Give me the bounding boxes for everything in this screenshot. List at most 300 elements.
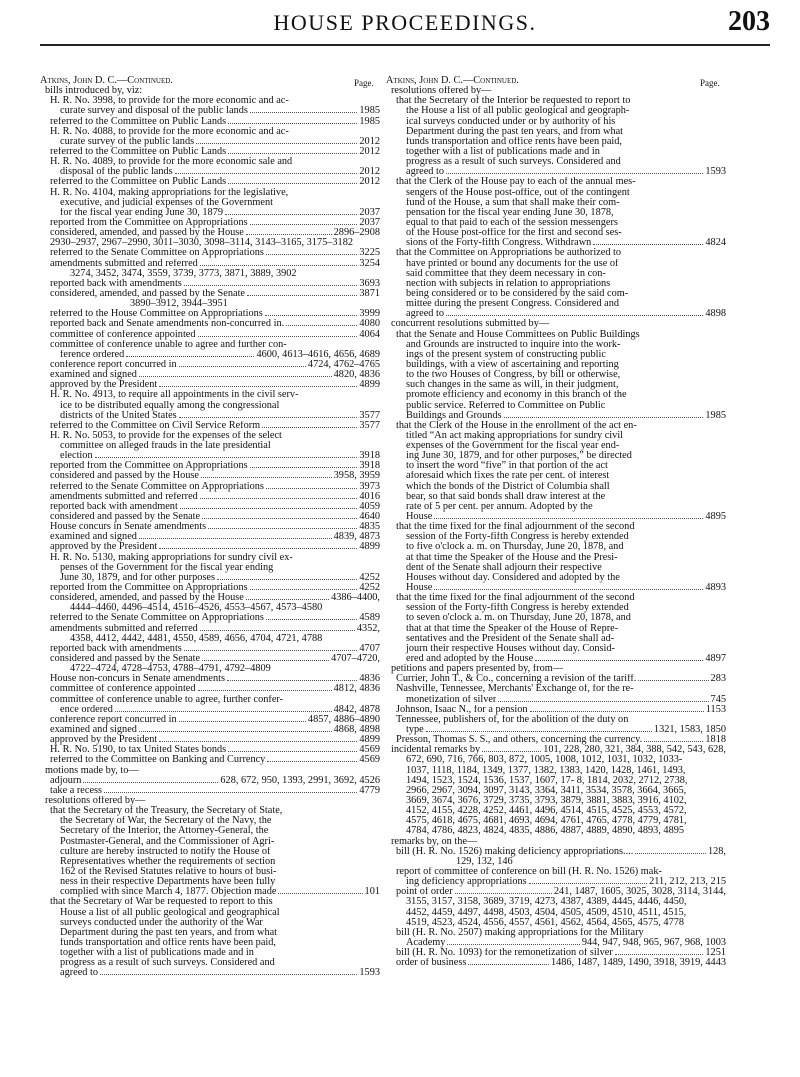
index-line: [386, 634, 726, 644]
entry-text: referred to the Committee on Banking and Currency: [50, 755, 266, 766]
page-reference: 1818: [705, 735, 726, 746]
entry-text: 3890–3912, 3944–3951: [130, 299, 228, 310]
index-line: [40, 259, 380, 269]
page-reference: 4898: [705, 309, 726, 320]
page-reference: 4252: [359, 572, 380, 583]
index-line: [386, 299, 726, 309]
dot-leader: [247, 295, 357, 296]
entry-text: Representatives whether the requirements of section: [60, 856, 276, 867]
index-line: [40, 613, 380, 623]
dot-leader: [265, 315, 358, 316]
index-line: [386, 705, 726, 715]
index-line: [40, 603, 380, 613]
entry-text: Postmaster-General, and the Commissioner of Agri-: [60, 836, 275, 847]
index-line: [386, 725, 726, 735]
index-line: [40, 451, 380, 461]
index-line: [40, 837, 380, 847]
dot-leader: [246, 599, 329, 600]
index-line: [386, 401, 726, 411]
entry-text: aforesaid which fixes the rate per cent. of interest: [406, 471, 610, 482]
entry-text: reported from the Committee on Appropriations: [50, 461, 248, 472]
entry-text: H. R. No. 5053, to provide for the expenses of the select: [50, 430, 282, 441]
index-line: [40, 573, 380, 583]
page-reference: 4059: [359, 501, 380, 512]
index-line: [386, 948, 726, 958]
entry-text: Department during the past ten years, and from what: [60, 927, 278, 938]
entry-text: referred to the House Committee on Appropriations: [50, 309, 263, 320]
page-reference: 1251: [705, 948, 726, 959]
index-line: [40, 958, 380, 968]
page-reference: 4820, 4836: [333, 370, 380, 381]
entry-text: said committee that they deem necessary in con-: [406, 268, 606, 279]
dot-leader: [179, 366, 306, 367]
page-reference: 4812, 4836: [333, 684, 380, 695]
entry-text: referred to the Committee on Public Lands: [50, 146, 227, 157]
index-line: [386, 766, 726, 776]
entry-text: committee of conference unable to agree, further confer-: [50, 694, 284, 705]
dot-leader: [227, 680, 357, 681]
page-reference: 4352,: [356, 623, 380, 634]
entry-text: approved by the President: [50, 380, 158, 391]
page-reference: 3958, 3959: [333, 471, 380, 482]
entry-text: considered and passed by the Senate: [50, 512, 201, 523]
dot-leader: [426, 731, 652, 732]
entry-text: 4358, 4412, 4442, 4481, 4550, 4589, 4656, 4704, 4721, 4788: [70, 633, 323, 644]
page-reference: 4895: [705, 512, 726, 523]
page-reference: 4707–4720,: [331, 654, 380, 665]
entry-text: Secretary of the Interior, the Attorney-General, the: [60, 826, 269, 837]
index-line: [40, 238, 380, 248]
index-line: [40, 177, 380, 187]
entry-text: conference report concurred in: [50, 714, 177, 725]
entry-text: examined and signed: [50, 532, 137, 543]
entry-text: fund of the House, a sum that shall make their com-: [406, 197, 620, 208]
entry-text: H. R. No. 3998, to provide for the more economic and ac-: [50, 96, 289, 107]
dot-leader: [468, 964, 549, 965]
entry-text: point of order: [396, 887, 453, 898]
dot-leader: [201, 477, 332, 478]
entry-text: 672, 690, 716, 766, 803, 872, 1005, 1008, 1012, 1031, 1032, 1033-: [406, 755, 683, 766]
entry-text: pensation for the fiscal year ending June 30, 1878,: [406, 207, 614, 218]
index-line: [40, 512, 380, 522]
entry-text: ice to be distributed equally among the congressional: [60, 400, 280, 411]
entry-text: ings of the present system of constructing public: [406, 349, 606, 360]
entry-text: ness in their respective Departments have been fully: [60, 877, 276, 888]
index-line: [386, 330, 726, 340]
entry-text: approved by the President: [50, 542, 158, 553]
index-line: [386, 350, 726, 360]
index-line: [40, 796, 380, 806]
entry-text: reported from the Committee on Appropriations: [50, 217, 248, 228]
index-line: [40, 735, 380, 745]
dot-leader: [266, 254, 358, 255]
index-line: [386, 167, 726, 177]
index-line: [386, 826, 726, 836]
dot-leader: [250, 589, 358, 590]
index-line: [40, 248, 380, 258]
index-line: [386, 106, 726, 116]
dot-leader: [455, 893, 552, 894]
page-reference: 1985: [705, 410, 726, 421]
index-line: [40, 542, 380, 552]
page-reference: 2037: [359, 207, 380, 218]
entry-text: motions made by, to—: [45, 765, 139, 776]
entry-text: session of the Forty-fifth Congress is hereby extended: [406, 532, 629, 543]
entry-text: that the Secretary of War be requested to report to this: [50, 897, 273, 908]
index-line: [386, 411, 726, 421]
entry-text: 4152, 4155, 4228, 4252, 4461, 4496, 4514, 4515, 4525, 4553, 4572,: [406, 806, 687, 817]
index-line: [386, 157, 726, 167]
index-line: [386, 370, 726, 380]
index-line: [386, 218, 726, 228]
entry-text: 3155, 3157, 3158, 3689, 3719, 4273, 4387, 4389, 4445, 4446, 4450,: [406, 897, 687, 908]
index-line: [386, 117, 726, 127]
index-line: [40, 299, 380, 309]
index-line: [40, 766, 380, 776]
index-line: [386, 806, 726, 816]
index-line: [40, 188, 380, 198]
entry-text: reported back and Senate amendments non-concurred in.: [50, 319, 285, 330]
entry-text: dent of the Senate shall adjourn their respective: [406, 562, 602, 573]
entry-text: committee of conference unable to agree and further con-: [50, 339, 287, 350]
entry-text: together with a list of publications made and in: [60, 948, 254, 959]
page-reference: 2012: [359, 146, 380, 157]
index-line: [40, 421, 380, 431]
entry-text: Buildings and Grounds: [406, 410, 502, 421]
index-line: [40, 350, 380, 360]
page-reference: 1321, 1583, 1850: [653, 725, 726, 735]
entry-text: to insert the word “five” in that portion of the act: [406, 461, 608, 472]
index-line: [386, 593, 726, 603]
entry-text: Johnson, Isaac N., for a pension: [396, 704, 528, 715]
entry-text: 2930–2937, 2967–2990, 3011–3030, 3098–3114, 3143–3165, 3175–3182: [50, 238, 353, 249]
entry-text: H. R. No. 5190, to tax United States bonds: [50, 745, 227, 756]
dot-leader: [228, 153, 357, 154]
dot-leader: [179, 721, 306, 722]
entry-text: buildings, with a view of ascertaining and reporting: [406, 359, 619, 370]
index-line: [40, 167, 380, 177]
index-line: [40, 674, 380, 684]
page-reference: 101, 228, 280, 321, 384, 388, 542, 543, 628,: [543, 745, 726, 756]
entry-text: sentatives and the President of the Senate shall ad-: [406, 633, 615, 644]
index-line: [386, 522, 726, 532]
left-page-label: Page.: [354, 78, 374, 88]
entry-text: considered, amended, and passed by the Senate: [50, 288, 246, 299]
index-line: [386, 735, 726, 745]
entry-text: H. R. No. 4913, to require all appointments in the civil serv-: [50, 390, 299, 401]
index-line: [40, 76, 380, 86]
index-line: [40, 786, 380, 796]
index-line: [386, 431, 726, 441]
page-reference: 4080: [359, 319, 380, 330]
page-reference: 1153: [705, 704, 726, 715]
index-line: [386, 553, 726, 563]
index-line: [40, 289, 380, 299]
page-reference: 4707: [359, 643, 380, 654]
page-reference: 4899: [359, 735, 380, 746]
dot-leader: [644, 741, 703, 742]
entry-text: penses of the Government for the fiscal year ending: [60, 562, 274, 573]
index-line: [386, 289, 726, 299]
entry-text: rate of 5 per cent. per annum. Adopted by the: [406, 501, 593, 512]
index-line: [386, 938, 726, 948]
entry-text: referred to the Committee on Civil Service Reform: [50, 420, 261, 431]
page-reference: 3999: [359, 309, 380, 320]
entry-text: incidental remarks by: [391, 745, 481, 756]
index-line: [40, 340, 380, 350]
dot-leader: [200, 498, 358, 499]
entry-text: referred to the Senate Committee on Appropriations: [50, 613, 264, 624]
page-reference: 2012: [359, 167, 380, 178]
page-reference: 4252: [359, 583, 380, 594]
entry-text: 1494, 1523, 1524, 1536, 1537, 1607, 17- 8, 1814, 2032, 2712, 2738,: [406, 775, 688, 786]
entry-text: resolutions offered by—: [45, 795, 146, 806]
index-line: [40, 908, 380, 918]
index-line: [40, 157, 380, 167]
entry-text: committee on alleged frauds in the late presidential: [60, 441, 271, 452]
entry-text: that the time fixed for the final adjournment of the second: [396, 522, 635, 533]
entry-text: election: [60, 451, 93, 462]
entry-text: at that time the Speaker of the House and the Presi-: [406, 552, 618, 563]
entry-text: concurrent resolutions submitted by—: [391, 319, 550, 330]
entry-text: for the fiscal year ending June 30, 1879: [60, 207, 223, 218]
index-line: [40, 644, 380, 654]
entry-text: June 30, 1879, and for other purposes: [60, 572, 215, 583]
entry-text: that the Clerk of the House pay to each of the annual mes-: [396, 177, 636, 188]
entry-text: that the Senate and House Committees on Public Buildings: [396, 329, 640, 340]
entry-text: to seven o'clock a. m. on Thursday, June 20, 1878, and: [406, 613, 631, 624]
entry-text: 4444–4460, 4496–4514, 4516–4526, 4553–4567, 4573–4580: [70, 603, 323, 614]
entry-text: reported back with amendment: [50, 501, 178, 512]
entry-text: referred to the Committee on Public Lands: [50, 116, 227, 127]
entry-text: considered and passed by the Senate: [50, 654, 201, 665]
index-line: [40, 492, 380, 502]
dot-leader: [228, 123, 357, 124]
entry-text: that the Clerk of the House in the enrollment of the act en-: [396, 420, 637, 431]
entry-text: examined and signed: [50, 370, 137, 381]
entry-text: Houses without day. Considered and adopted by the: [406, 572, 620, 583]
page-reference: 4569: [359, 745, 380, 756]
entry-text: examined and signed: [50, 725, 137, 735]
entry-text: remarks by, on the—: [391, 836, 478, 847]
index-line: [386, 482, 726, 492]
entry-text: culture are hereby instructed to notify the House of: [60, 846, 271, 857]
index-line: [40, 502, 380, 512]
index-line: [386, 928, 726, 938]
index-line: [386, 238, 726, 248]
page-reference: 3693: [359, 278, 380, 289]
index-line: [386, 441, 726, 451]
page-reference: 4569: [359, 755, 380, 766]
index-line: [386, 613, 726, 623]
index-line: [40, 471, 380, 481]
index-line: [386, 603, 726, 613]
entry-text: H. R. No. 4104, making appropriations for the legislative,: [50, 187, 289, 198]
index-line: [386, 248, 726, 258]
dot-leader: [278, 893, 362, 894]
page-reference: 101: [364, 887, 380, 898]
entry-text: funds transportation and office rents have been paid,: [406, 136, 622, 147]
page-reference: 4839, 4873: [333, 532, 380, 543]
entry-text: mittee during the present Congress. Considered and: [406, 299, 620, 310]
index-line: [40, 309, 380, 319]
page-reference: 4386–4400,: [331, 593, 380, 604]
entry-text: the House a list of all public geological and geograph-: [406, 106, 630, 117]
index-line: [386, 380, 726, 390]
index-line: [386, 147, 726, 157]
index-line: [386, 492, 726, 502]
entry-text: 162 of the Revised Statutes relative to hours of busi-: [60, 866, 277, 877]
index-line: [40, 553, 380, 563]
page-reference: 128,: [707, 846, 726, 857]
index-line: [386, 958, 726, 968]
index-line: [40, 360, 380, 370]
index-line: [386, 390, 726, 400]
entry-text: 129, 132, 146: [456, 856, 513, 867]
dot-leader: [104, 792, 357, 793]
page-reference: 4897: [705, 654, 726, 665]
page-reference: 4893: [705, 583, 726, 594]
dot-leader: [200, 265, 358, 266]
dot-leader: [535, 660, 703, 661]
entry-text: amendments submitted and referred: [50, 258, 198, 269]
entry-text: complied with since March 4, 1877. Objection made: [60, 887, 277, 898]
dot-leader: [139, 376, 332, 377]
page-reference: 944, 947, 948, 965, 967, 968, 1003: [581, 937, 726, 948]
entry-text: reported back with amendments: [50, 643, 182, 654]
entry-text: House a list of all public geological and geographical: [60, 907, 280, 918]
index-line: [40, 370, 380, 380]
index-line: [386, 755, 726, 765]
index-line: [40, 127, 380, 137]
dot-leader: [267, 761, 357, 762]
dot-leader: [159, 741, 357, 742]
page-reference: 2012: [359, 177, 380, 188]
page-reference: 3225: [359, 248, 380, 259]
dot-leader: [208, 528, 357, 529]
page-reference: 4064: [359, 329, 380, 340]
dot-leader: [83, 782, 218, 783]
index-line: [386, 259, 726, 269]
index-line: [40, 928, 380, 938]
entry-text: bill (H. R. No. 1526) making deficiency appropriations....: [396, 846, 634, 857]
dot-leader: [202, 518, 357, 519]
index-line: [386, 177, 726, 187]
entry-text: that the Secretary of the Treasury, the Secretary of State,: [50, 806, 283, 817]
index-line: [386, 532, 726, 542]
header-rule: [40, 44, 770, 46]
dot-leader: [529, 883, 647, 884]
entry-text: equal to that paid to each of the session messengers: [406, 217, 618, 228]
index-line: [386, 421, 726, 431]
entry-text: 2966, 2967, 3094, 3097, 3143, 3364, 3411, 3534, 3578, 3664, 3665,: [406, 785, 687, 796]
entry-text: H. R. No. 5130, making appropriations for sundry civil ex-: [50, 552, 293, 563]
page-reference: 4724, 4762–4765: [307, 359, 380, 370]
page-header: [40, 4, 770, 44]
entry-text: promote efficiency and economy in this branch of the: [406, 390, 627, 401]
dot-leader: [196, 143, 357, 144]
index-line: [40, 279, 380, 289]
page-reference: 2896–2908: [333, 228, 380, 239]
entry-text: to the two Houses of Congress, by bill or otherwise,: [406, 370, 621, 381]
dot-leader: [530, 711, 704, 712]
dot-leader: [615, 954, 704, 955]
entry-text: bill (H. R. No. 1093) for the remonetization of silver: [396, 948, 613, 959]
entry-text: Nashville, Tennessee, Merchants' Exchange of, for the re-: [396, 684, 634, 695]
entry-text: 4722–4724, 4728–4753, 4788–4791, 4792–4809: [70, 664, 271, 675]
entry-text: ing June 30, 1879, and for other purposes,” be directed: [406, 451, 632, 462]
index-line: [386, 360, 726, 370]
dot-leader: [139, 538, 332, 539]
page-reference: 3577: [359, 410, 380, 421]
page-reference: 4857, 4886–4890: [307, 714, 380, 725]
index-line: [40, 816, 380, 826]
entry-text: type: [406, 725, 424, 735]
page-reference: 4589: [359, 613, 380, 624]
index-line: [386, 269, 726, 279]
entry-text: considered, amended, and passed by the House: [50, 228, 244, 239]
index-line: [386, 86, 726, 96]
index-line: [386, 786, 726, 796]
entry-text: to five o'clock a. m. on Thursday, June 20, 1878, and: [406, 542, 624, 553]
dot-leader: [266, 488, 358, 489]
index-line: [40, 401, 380, 411]
entry-text: 4575, 4618, 4675, 4681, 4693, 4694, 4761, 4765, 4778, 4779, 4781,: [406, 816, 687, 827]
index-line: [386, 188, 726, 198]
page-reference: 4016: [359, 491, 380, 502]
index-line: [40, 461, 380, 471]
entry-text: order of business: [396, 958, 467, 969]
entry-text: House concurs in Senate amendments: [50, 522, 207, 533]
index-line: [386, 816, 726, 826]
dot-leader: [482, 751, 541, 752]
entry-text: disposal of the public lands: [60, 167, 173, 178]
index-line: [40, 634, 380, 644]
dot-leader: [228, 751, 357, 752]
index-line: [386, 208, 726, 218]
entry-text: session of the Forty-fifth Congress is hereby extended: [406, 603, 629, 614]
dot-leader: [198, 336, 358, 337]
entry-text: House: [406, 512, 433, 523]
index-line: [40, 695, 380, 705]
index-line: [40, 198, 380, 208]
index-line: [40, 725, 380, 735]
entry-text: considered, amended, and passed by the House: [50, 593, 244, 604]
entry-text: progress as a result of such surveys. Considered and: [60, 958, 275, 969]
entry-heading: Atkins, John D. C.—Continued.: [40, 76, 173, 86]
index-line: [40, 887, 380, 897]
dot-leader: [504, 417, 704, 418]
page-reference: 4640: [359, 512, 380, 523]
index-line: [40, 147, 380, 157]
index-line: [386, 96, 726, 106]
entry-text: that the Secretary of the Interior be requested to report to: [396, 96, 631, 107]
entry-text: which the bonds of the District of Columbia shall: [406, 481, 610, 492]
index-line: [40, 106, 380, 116]
index-line: [40, 745, 380, 755]
entry-text: districts of the United States: [60, 410, 177, 421]
entry-text: Tennessee, publishers of, for the abolition of the duty on: [396, 714, 629, 725]
entry-text: take a recess: [50, 785, 103, 796]
index-line: [386, 137, 726, 147]
page-reference: 1486, 1487, 1489, 1490, 3918, 3919, 4443: [550, 958, 726, 969]
index-line: [40, 806, 380, 816]
index-line: [386, 918, 726, 928]
page-reference: 4899: [359, 380, 380, 391]
page-reference: 3973: [359, 481, 380, 492]
index-line: [40, 208, 380, 218]
page-reference: 3918: [359, 461, 380, 472]
